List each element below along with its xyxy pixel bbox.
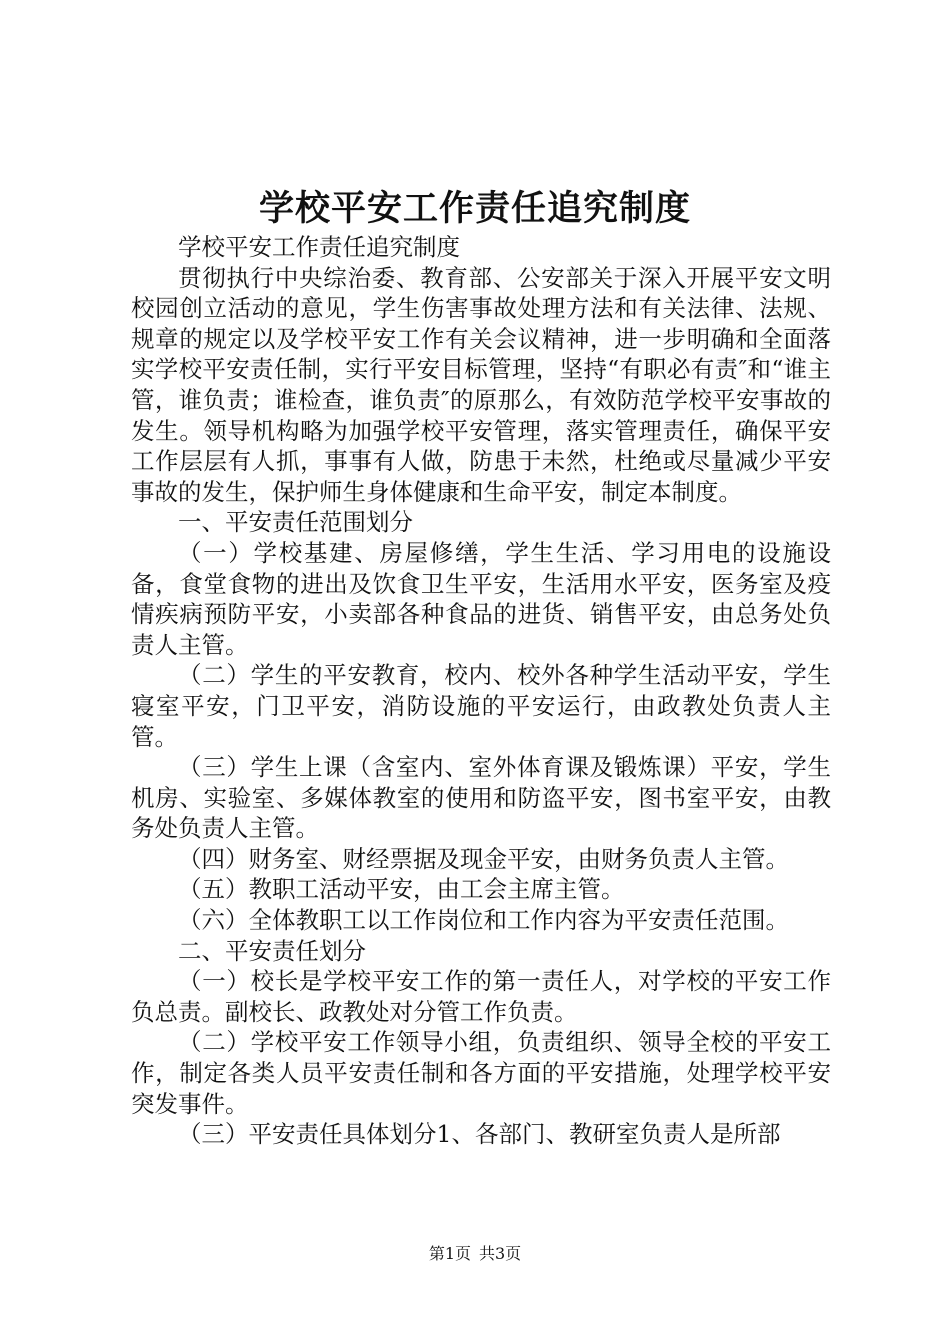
section-heading-1: 一、平安责任范围划分: [178, 508, 413, 537]
paragraph-intro: 贯彻执行中央综治委、教育部、公安部关于深入开展平安文明校园创立活动的意见，学生伤害事故处理方法和有关法律、法规、规章的规定以及学校平安工作有关会议精神，进一步明确和全面落实学校平安责任制，实行平安目标管理，坚持“有职必有责″和“谁主管，谁负责；谁检查，谁负责″的原那么，有效防范学校平安事故的发生。领导机构略为加强学校平安管理，落实管理责任，确保平安工作层层有人抓，事事有人做，防患于未然，杜绝或尽量减少平安事故的发生，保护师生身体健康和生命平安，制定本制度。: [131, 263, 831, 506]
paragraph-item: （一）学校基建、房屋修缮，学生生活、学习用电的设施设备，食堂食物的进出及饮食卫生平安，生活用水平安，医务室及疫情疾病预防平安，小卖部各种食品的进货、销售平安，由总务处负责人主管。: [131, 538, 831, 659]
paragraph-item: （四）财务室、财经票据及现金平安，由财务负责人主管。: [178, 844, 789, 873]
paragraph-item: （六）全体教职工以工作岗位和工作内容为平安责任范围。: [178, 906, 789, 935]
paragraph-item: （三）学生上课（含室内、室外体育课及锻炼课）平安，学生机房、实验室、多媒体教室的使用和防盗平安，图书室平安，由教务处负责人主管。: [131, 753, 831, 843]
page-footer: [0, 1244, 950, 1264]
page-total: 共3页: [479, 1244, 522, 1263]
paragraph-item: （二）学生的平安教育，校内、校外各种学生活动平安，学生寝室平安，门卫平安，消防设施的平安运行，由政教处负责人主管。: [131, 661, 831, 751]
page-number: 第1页: [428, 1244, 471, 1263]
section-heading-2: 二、平安责任划分: [178, 936, 366, 965]
document-body: [131, 232, 831, 1150]
paragraph-item: （二）学校平安工作领导小组，负责组织、领导全校的平安工作，制定各类人员平安责任制和各方面的平安措施，处理学校平安突发事件。: [131, 1028, 831, 1118]
paragraph-item: （三）平安责任具体划分1、各部门、教研室负责人是所部: [178, 1120, 781, 1149]
paragraph-subtitle: 学校平安工作责任追究制度: [178, 233, 460, 261]
document-title: 学校平安工作责任追究制度: [258, 188, 691, 229]
paragraph-item: （五）教职工活动平安，由工会主席主管。: [178, 875, 625, 904]
paragraph-item: （一）校长是学校平安工作的第一责任人，对学校的平安工作负总责。副校长、政教处对分管工作负责。: [131, 967, 831, 1026]
